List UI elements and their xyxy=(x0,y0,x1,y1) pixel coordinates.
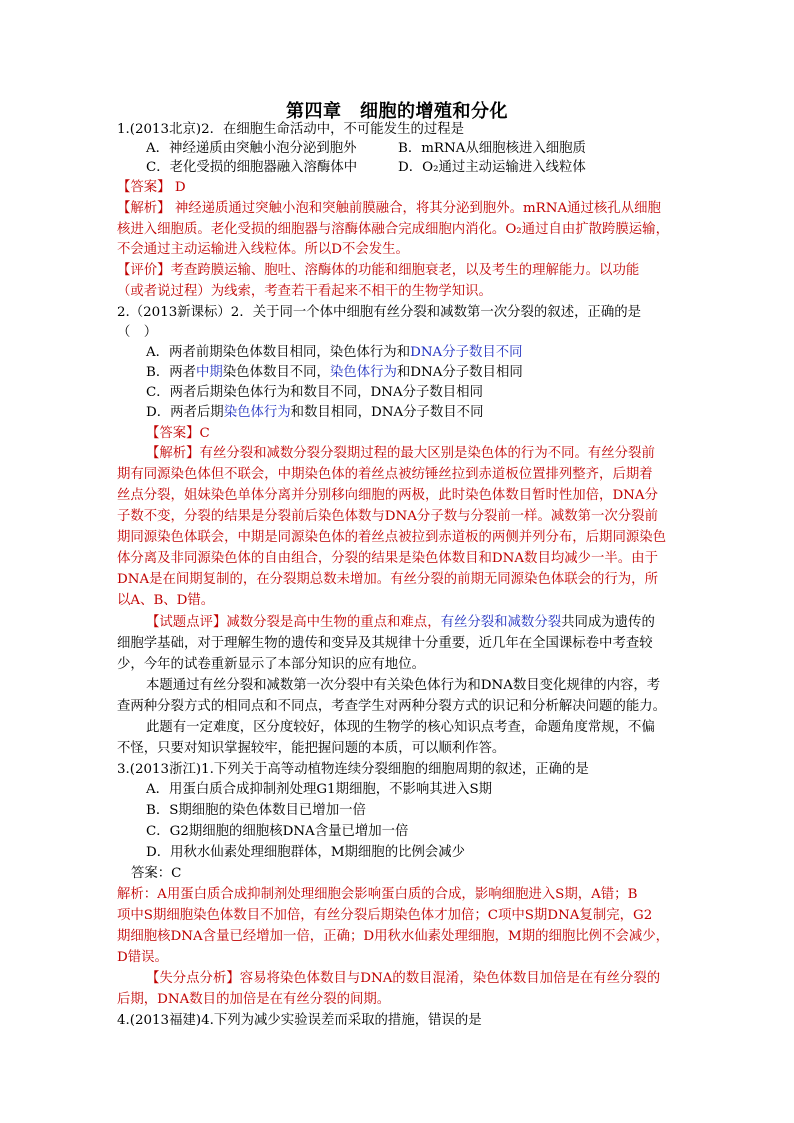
q3-option-a: A．用蛋白质合成抑制剂处理G1期细胞，不影响其进入S期 xyxy=(146,782,493,797)
q3-error-analysis-line: 后期，DNA数目的加倍是在有丝分裂的间期。 xyxy=(117,992,391,1007)
q1-option-c: C．老化受损的细胞器融入溶酶体中 xyxy=(146,160,358,175)
q2-analysis-line: 丝点分裂，姐妹染色单体分离并分别移向细胞的两极，此时染色体数目暂时性加倍，DNA分 xyxy=(117,488,658,503)
chapter-title: 第四章 细胞的增殖和分化 xyxy=(286,101,508,122)
q1-comment-line: 【评价】考查跨膜运输、胞吐、溶酶体的功能和细胞衰老，以及考生的理解能力。以功能 xyxy=(117,263,640,278)
q2-paragraph-line: 此题有一定难度，区分度较好，体现的生物学的核心知识点考查，命题角度常规，不偏 xyxy=(146,720,655,735)
q2-option-b xyxy=(146,363,746,383)
q2-paragraph-line: 查两种分裂方式的相同点和不同点，考查学生对两种分裂方式的识记和分析解决问题的能力。 xyxy=(117,699,667,714)
q3-analysis-line: 解析：A用蛋白质合成抑制剂处理细胞会影响蛋白质的合成，影响细胞进入S期，A错；B xyxy=(117,887,638,902)
q2-option-b-text: B．两者 xyxy=(146,365,197,380)
q2-analysis-line: 期有同源染色体但不联会，中期染色体的着丝点被纺锤丝拉到赤道板位置排列整齐，后期着 xyxy=(117,467,653,482)
q2-analysis-line: 期同源染色体联会，中期是同源染色体的着丝点被拉到赤道板的两侧并列分布，后期同源染色 xyxy=(117,530,667,545)
q2-analysis-line: 子数不变，分裂的结果是分裂前后染色体数与DNA分子数与分裂前一样。减数第一次分裂前 xyxy=(117,509,658,524)
q2-review-line: 少，今年的试卷重新显示了本部分知识的应有地位。 xyxy=(117,657,425,672)
q3-stem: 3.(2013浙江)1.下列关于高等动植物连续分裂细胞的细胞周期的叙述，正确的是 xyxy=(117,762,589,777)
q3-option-d: D．用秋水仙素处理细胞群体，M期细胞的比例会减少 xyxy=(146,845,466,860)
q2-option-b-text: 和DNA分子数目相同 xyxy=(396,365,523,380)
q3-option-c: C．G2期细胞的细胞核DNA含量已增加一倍 xyxy=(146,824,409,839)
q2-review-highlight: 有丝分裂和减数分裂 xyxy=(440,615,562,630)
q2-paragraph-line: 本题通过有丝分裂和减数第一次分裂中有关染色体行为和DNA数目变化规律的内容，考 xyxy=(146,678,661,693)
q2-option-c: C．两者后期染色体行为和数目不同，DNA分子数目相同 xyxy=(146,385,483,400)
q2-analysis-line: 【解析】有丝分裂和减数分裂分裂期过程的最大区别是染色体的行为不同。有丝分裂前 xyxy=(146,446,655,461)
q3-error-analysis-line: 【失分点分析】容易将染色体数目与DNA的数目混淆，染色体数目加倍是在有丝分裂的 xyxy=(146,971,661,986)
q2-bracket: （ ） xyxy=(117,325,158,340)
q2-option-b-highlight: 染色体行为 xyxy=(329,365,397,380)
q2-review-text: 共同成为遗传的 xyxy=(561,615,655,630)
q1-stem: 1.(2013北京)2．在细胞生命活动中，不可能发生的过程是 xyxy=(117,122,465,137)
q2-analysis-line: DNA是在间期复制的，在分裂期总数未增加。有丝分裂的前期无同源染色体联会的行为，所 xyxy=(117,572,658,587)
q2-stem: 2.（2013新课标）2．关于同一个体中细胞有丝分裂和减数第一次分裂的叙述，正确的是 xyxy=(117,305,642,320)
q2-option-d-highlight: 染色体行为 xyxy=(223,405,291,420)
q2-option-d-text: 和数目相同，DNA分子数目不同 xyxy=(290,405,484,420)
q2-review-line: 细胞学基础，对于理解生物的遗传和变异及其规律十分重要，近几年在全国课标卷中考查较 xyxy=(117,636,653,651)
q1-analysis-line: 核进入细胞质。老化受损的细胞器与溶酶体融合完成细胞内消化。O₂通过自由扩散跨膜运输， xyxy=(117,222,669,237)
q4-stem: 4.(2013福建)4.下列为减少实验误差而采取的措施，错误的是 xyxy=(117,1013,482,1028)
q2-answer: 【答案】C xyxy=(146,426,210,441)
q2-option-a-text: A．两者前期染色体数目相同，染色体行为和 xyxy=(146,345,411,360)
q3-analysis-line: D错误。 xyxy=(117,950,168,965)
q2-option-a xyxy=(146,343,746,363)
q2-option-a-highlight: DNA分子数目不同 xyxy=(410,345,523,360)
q1-analysis-line: 【解析】 神经递质通过突触小泡和突触前膜融合，将其分泌到胞外。mRNA通过核孔从细胞 xyxy=(117,201,661,216)
q1-option-b: B．mRNA从细胞核进入细胞质 xyxy=(398,141,586,156)
q2-option-d xyxy=(146,403,746,423)
q2-option-b-highlight: 中期 xyxy=(196,365,223,380)
q2-review-text: 【试题点评】减数分裂是高中生物的重点和难点， xyxy=(146,615,441,630)
q1-option-a: A．神经递质由突触小泡分泌到胞外 xyxy=(146,141,357,156)
q3-answer: 答案：C xyxy=(131,866,182,881)
q2-analysis-line: 以A、B、D错。 xyxy=(117,593,215,608)
q2-review-line xyxy=(146,613,746,633)
q3-analysis-line: 期细胞核DNA含量已经增加一倍，正确；D用秋水仙素处理细胞，M期的细胞比例不会减少， xyxy=(117,929,670,944)
q1-comment-line: （或者说过程）为线索，考查若干看起来不相干的生物学知识。 xyxy=(117,284,492,299)
q1-analysis-line: 不会通过主动运输进入线粒体。所以D不会发生。 xyxy=(117,242,409,257)
q2-option-b-text: 染色体数目不同， xyxy=(222,365,330,380)
q2-paragraph-line: 不怪，只要对知识掌握较牢，能把握问题的本质，可以顺利作答。 xyxy=(117,741,506,756)
q1-answer: 【答案】 D xyxy=(117,180,186,195)
q2-analysis-line: 体分离及非同源染色体的自由组合，分裂的结果是染色体数目和DNA数目均减少一半。由于 xyxy=(117,551,658,566)
q3-analysis-line: 项中S期细胞染色体数目不加倍，有丝分裂后期染色体才加倍；C项中S期DNA复制完，G2 xyxy=(117,908,653,923)
q3-option-b: B．S期细胞的染色体数目已增加一倍 xyxy=(146,803,366,818)
q1-option-d: D．O₂通过主动运输进入线粒体 xyxy=(398,160,586,175)
q2-option-d-text: D．两者后期 xyxy=(146,405,224,420)
